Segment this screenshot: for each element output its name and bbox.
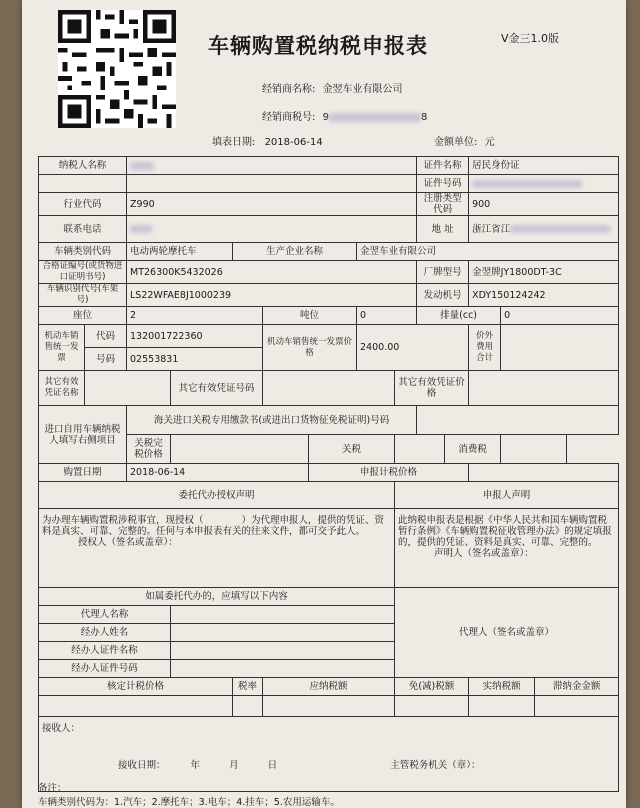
displacement-label: 排量(cc) xyxy=(417,307,501,325)
vin-label: 车辆识别代号(车架号) xyxy=(39,284,127,307)
handler-name-label: 经办人姓名 xyxy=(39,624,171,642)
authorization-body: 为办理车辆购置税涉税事宜，现授权（ ）为代理申报人，提供的凭证、资料是真实、可靠、完整的。任何与本申报表有关的往来文件，都可交予此人。 xyxy=(42,515,385,537)
unit-row xyxy=(434,133,495,148)
note-label: 备注： xyxy=(38,783,67,794)
invoice-group-label: 机动车销售统一发票 xyxy=(39,325,85,371)
customs-doc-label: 海关进口关税专用缴款书(或进出口货物征免税证明)号码 xyxy=(127,406,417,435)
agent-note: 如属委托代办的，应填写以下内容 xyxy=(39,588,395,606)
dealer-tax-row xyxy=(262,108,427,123)
authorization-title: 委托代办授权声明 xyxy=(39,482,395,509)
year-label: 年 xyxy=(190,760,201,771)
other-doc-no-label: 其它有效凭证号码 xyxy=(171,371,263,406)
fill-date-row xyxy=(212,133,323,148)
note-text: 车辆类别代码为：1.汽车；2.摩托车；3.电车；4.挂车；5.农用运输车。 xyxy=(38,797,340,808)
import-group-label: 进口自用车辆纳税人填写右侧项目 xyxy=(39,406,127,464)
invoice-price-value: 2400.00 xyxy=(357,325,469,371)
day-label: 日 xyxy=(267,760,278,771)
address-label: 地 址 xyxy=(417,216,469,243)
calc-header-tax-payable: 应纳税额 xyxy=(263,678,395,696)
cert-code-value: MT26300K5432026 xyxy=(127,261,417,284)
declarant-text xyxy=(395,509,619,588)
manufacturer-value: 金翌车业有限公司 xyxy=(357,243,619,261)
version-label: V金三1.0版 xyxy=(501,32,560,45)
authority-label: 主管税务机关（章）： xyxy=(390,760,481,771)
declarant-sign: 声明人（签名或盖章）： xyxy=(434,548,534,559)
tax-form-sheet xyxy=(22,0,626,808)
unit-label: 金额单位: xyxy=(434,137,478,148)
other-doc-label: 其它有效凭证名称 xyxy=(39,371,85,406)
declared-price-label: 申报计税价格 xyxy=(309,464,469,482)
cert-name-label: 证件名称 xyxy=(417,157,469,175)
phone-label: 联系电话 xyxy=(39,216,127,243)
other-doc-price-label: 其它有效凭证价格 xyxy=(395,371,469,406)
declaration-table xyxy=(38,156,619,792)
calc-header-actual-tax: 实纳税额 xyxy=(469,678,535,696)
tariff-label: 关税 xyxy=(309,435,395,464)
authorization-text xyxy=(39,509,395,588)
dealer-name: 金翌车业有限公司 xyxy=(322,84,403,95)
brand-value: 金翌牌JY1800DT-3C xyxy=(469,261,619,284)
tonnage-value: 0 xyxy=(357,307,417,325)
taxpayer-name-label: 纳税人名称 xyxy=(39,157,127,175)
qr-code xyxy=(58,10,176,128)
industry-code-label: 行业代码 xyxy=(39,193,127,216)
phone-value xyxy=(127,216,417,243)
cert-code-label: 合格证编号(或货物进口证明书号) xyxy=(39,261,127,284)
dealer-name-row xyxy=(262,80,403,95)
purchase-date-label: 购置日期 xyxy=(39,464,127,482)
vin-value: LS22WFAE8J1000239 xyxy=(127,284,417,307)
declarant-body: 此纳税申报表是根据《中华人民共和国车辆购置税暂行条例》《车辆购置税征收管理办法》的规定填报的，提供的凭证、资料是真实、可靠、完整的。 xyxy=(398,515,612,548)
cert-no-label: 证件号码 xyxy=(417,175,469,193)
consumption-tax-label: 消费税 xyxy=(445,435,501,464)
vehicle-class-value: 电动两轮摩托车 xyxy=(127,243,233,261)
extra-fee-value xyxy=(501,325,619,371)
manufacturer-label: 生产企业名称 xyxy=(233,243,357,261)
invoice-number-label: 号码 xyxy=(85,348,127,371)
displacement-value: 0 xyxy=(501,307,619,325)
calc-header-exempt: 免(减)税额 xyxy=(395,678,469,696)
receive-date-label: 接收日期： xyxy=(118,760,166,771)
seats-value: 2 xyxy=(127,307,263,325)
industry-code-value: Z990 xyxy=(127,193,417,216)
engine-value: XDY150124242 xyxy=(469,284,619,307)
tonnage-label: 吨位 xyxy=(263,307,357,325)
handler-cert-label: 经办人证件名称 xyxy=(39,642,171,660)
customs-price-label: 关税完税价格 xyxy=(127,435,171,464)
cert-no-value xyxy=(469,175,619,193)
dealer-tax-prefix: 9 xyxy=(322,112,329,123)
redacted-tax-id xyxy=(329,113,421,122)
fill-date-label: 填表日期: xyxy=(212,137,256,148)
fill-date: 2018-06-14 xyxy=(264,137,323,148)
agent-sign: 代理人（签名或盖章） xyxy=(395,588,619,678)
form-title: 车辆购置税纳税申报表 xyxy=(208,34,428,58)
address-text: 浙江省江 xyxy=(472,223,511,235)
unit-value: 元 xyxy=(484,137,495,148)
authorizer-sign: 授权人（签名或盖章）： xyxy=(78,537,178,548)
purchase-date-value: 2018-06-14 xyxy=(127,464,309,482)
engine-label: 发动机号 xyxy=(417,284,469,307)
vehicle-class-label: 车辆类别代码 xyxy=(39,243,127,261)
invoice-number-value: 02553831 xyxy=(127,348,263,371)
cert-name-value: 居民身份证 xyxy=(469,157,619,175)
dealer-name-label: 经销商名称: xyxy=(262,84,316,95)
dealer-tax-suffix: 8 xyxy=(420,112,428,123)
agent-name-label: 代理人名称 xyxy=(39,606,171,624)
declarant-title: 申报人声明 xyxy=(395,482,619,509)
reg-type-label: 注册类型代码 xyxy=(417,193,469,216)
address-value xyxy=(469,216,619,243)
invoice-price-label: 机动车销售统一发票价格 xyxy=(263,325,357,371)
brand-label: 厂牌型号 xyxy=(417,261,469,284)
extra-fee-label: 价外费用合计 xyxy=(469,325,501,371)
receive-date-row xyxy=(42,760,615,771)
receiver-label: 接收人： xyxy=(42,723,81,734)
reg-type-value: 900 xyxy=(469,193,619,216)
calc-header-late-fee: 滞纳金金额 xyxy=(535,678,619,696)
invoice-code-label: 代码 xyxy=(85,325,127,348)
dealer-tax-label: 经销商税号: xyxy=(262,112,316,123)
calc-header-rate: 税率 xyxy=(233,678,263,696)
taxpayer-name-value xyxy=(127,157,417,175)
seats-label: 座位 xyxy=(39,307,127,325)
calc-header-assessed-price: 核定计税价格 xyxy=(39,678,233,696)
invoice-code-value: 132001722360 xyxy=(127,325,263,348)
handler-cert-no-label: 经办人证件号码 xyxy=(39,660,171,678)
month-label: 月 xyxy=(229,760,239,771)
